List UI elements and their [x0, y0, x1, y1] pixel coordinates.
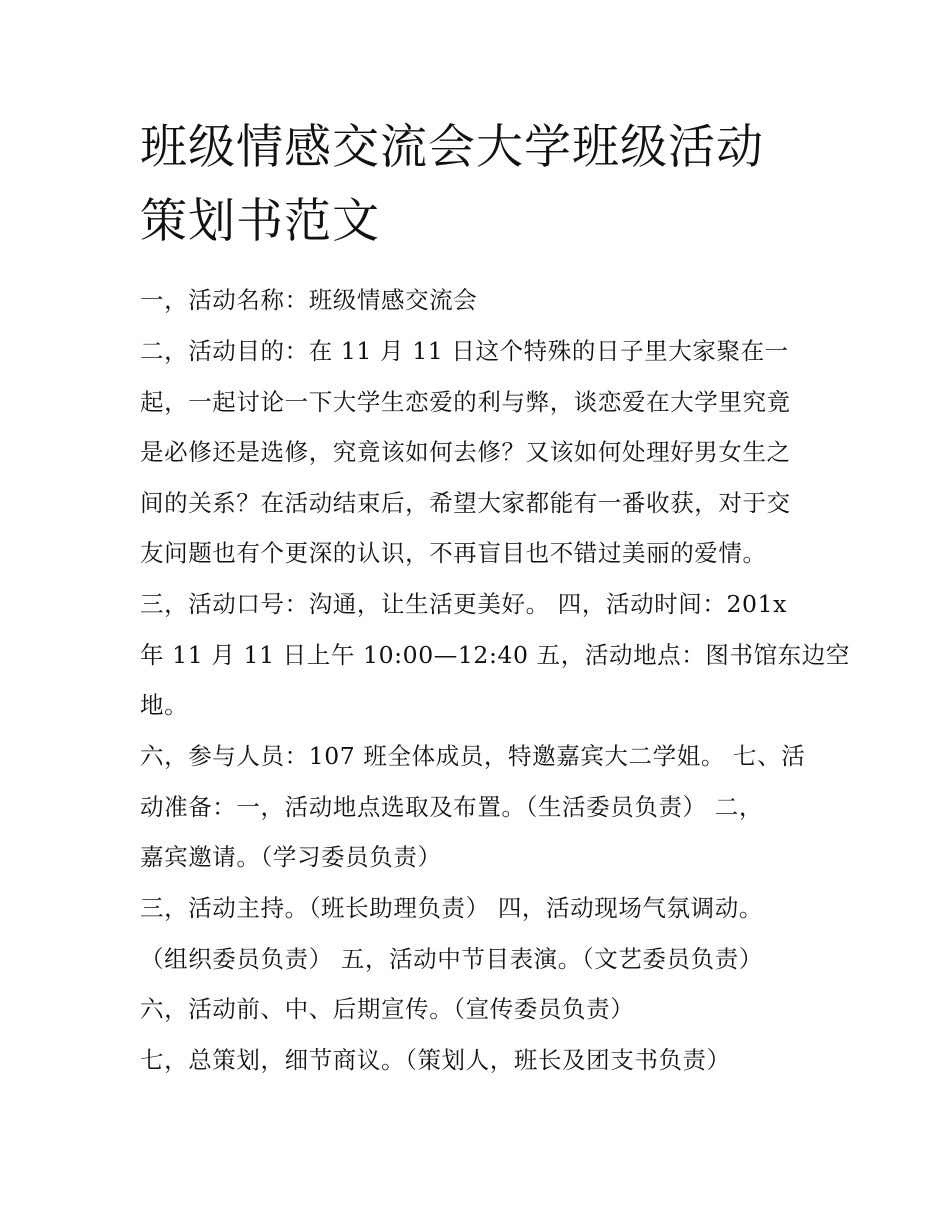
body-line-9: 地。 — [140, 691, 189, 719]
body-line-7: 三，活动口号：沟通，让生活更美好。 四，活动时间：201x — [140, 590, 787, 618]
body-line-5: 间的关系？在活动结束后，希望大家都能有一番收获，对于交 — [140, 489, 791, 517]
body-line-8: 年 11 月 11 日上午 10:00—12:40 五，活动地点：图书馆东边空 — [140, 641, 850, 669]
body-line-14: （组织委员负责） 五，活动中节目表演。（文艺委员负责） — [140, 945, 763, 973]
body-line-13: 三，活动主持。（班长助理负责） 四，活动现场气氛调动。 — [140, 894, 763, 922]
body-line-10: 六，参与人员：107 班全体成员，特邀嘉宾大二学姐。 七、活 — [140, 742, 806, 770]
body-line-12: 嘉宾邀请。（学习委员负责） — [140, 843, 442, 871]
body-line-3: 起，一起讨论一下大学生恋爱的利与弊，谈恋爱在大学里究竟 — [140, 388, 791, 416]
document-title-line-2: 策划书范文 — [140, 194, 380, 249]
body-line-11: 动准备：一，活动地点选取及布置。（生活委员负责） 二， — [140, 793, 763, 821]
body-line-16: 七，总策划，细节商议。（策划人，班长及团支书负责） — [140, 1046, 731, 1074]
body-line-4: 是必修还是选修，究竟该如何去修？又该如何处理好男女生之 — [140, 438, 791, 466]
body-line-6: 友问题也有个更深的认识，不再盲目也不错过美丽的爱情。 — [140, 539, 767, 567]
body-line-2: 二，活动目的：在 11 月 11 日这个特殊的日子里大家聚在一 — [140, 337, 789, 365]
body-line-15: 六，活动前、中、后期宣传。（宣传委员负责） — [140, 995, 635, 1023]
document-title-line-1: 班级情感交流会大学班级活动 — [140, 120, 764, 175]
body-line-1: 一，活动名称：班级情感交流会 — [140, 286, 478, 314]
